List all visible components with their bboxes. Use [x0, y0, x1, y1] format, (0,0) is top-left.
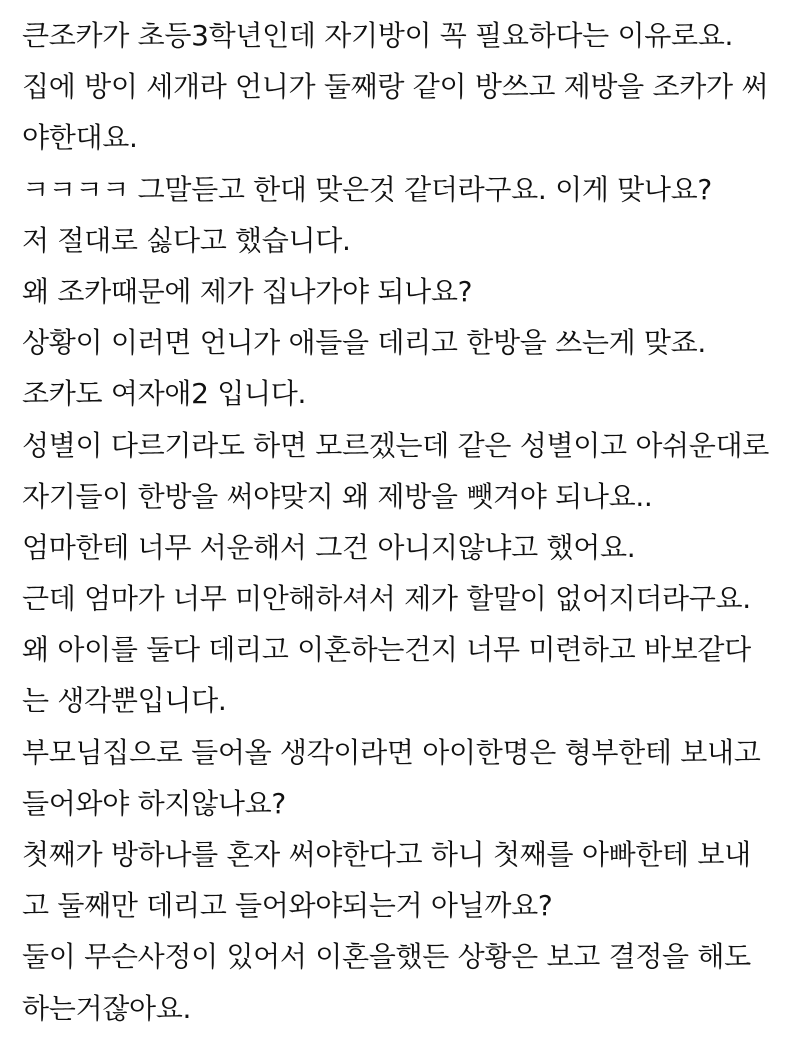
post-line: 부모님집으로 들어올 생각이라면 아이한명은 형부한테 보내고 — [22, 735, 761, 769]
post-body — [22, 0, 792, 1034]
post-line: 야한대요. — [22, 121, 138, 155]
post-line: ㅋㅋㅋㅋ 그말듣고 한대 맞은것 같더라구요. 이게 맞나요? — [22, 172, 712, 206]
post-line: 엄마한테 너무 서운해서 그건 아니지않냐고 했어요. — [22, 530, 636, 564]
post-line: 상황이 이러면 언니가 애들을 데리고 한방을 쓰는게 맞죠. — [22, 326, 707, 360]
post-line: 집에 방이 세개라 언니가 둘째랑 같이 방쓰고 제방을 조카가 써 — [22, 70, 769, 104]
post-line: 들어와야 하지않나요? — [22, 786, 286, 820]
post-line: 왜 조카때문에 제가 집나가야 되나요? — [22, 274, 473, 308]
post-line: 자기들이 한방을 써야맞지 왜 제방을 뺏겨야 되나요.. — [22, 479, 653, 513]
post-line: 하는거잖아요. — [22, 991, 192, 1025]
post-line: 둘이 무슨사정이 있어서 이혼을했든 상황은 보고 결정을 해도 — [22, 940, 751, 974]
post-line: 큰조카가 초등3학년인데 자기방이 꼭 필요하다는 이유로요. — [22, 19, 734, 52]
post-line: 근데 엄마가 너무 미안해하셔서 제가 할말이 없어지더라구요. — [22, 582, 751, 616]
post-line: 왜 아이를 둘다 데리고 이혼하는건지 너무 미련하고 바보같다 — [22, 633, 751, 667]
post-line: 고 둘째만 데리고 들어와야되는거 아닐까요? — [22, 889, 553, 923]
post-line: 조카도 여자애2 입니다. — [22, 377, 307, 411]
post-line: 는 생각뿐입니다. — [22, 684, 227, 718]
post-line: 성별이 다르기라도 하면 모르겠는데 같은 성별이고 아쉬운대로 — [22, 428, 770, 462]
post-line: 첫째가 방하나를 혼자 써야한다고 하니 첫째를 아빠한테 보내 — [22, 838, 751, 871]
post-line: 저 절대로 싫다고 했습니다. — [22, 223, 351, 257]
